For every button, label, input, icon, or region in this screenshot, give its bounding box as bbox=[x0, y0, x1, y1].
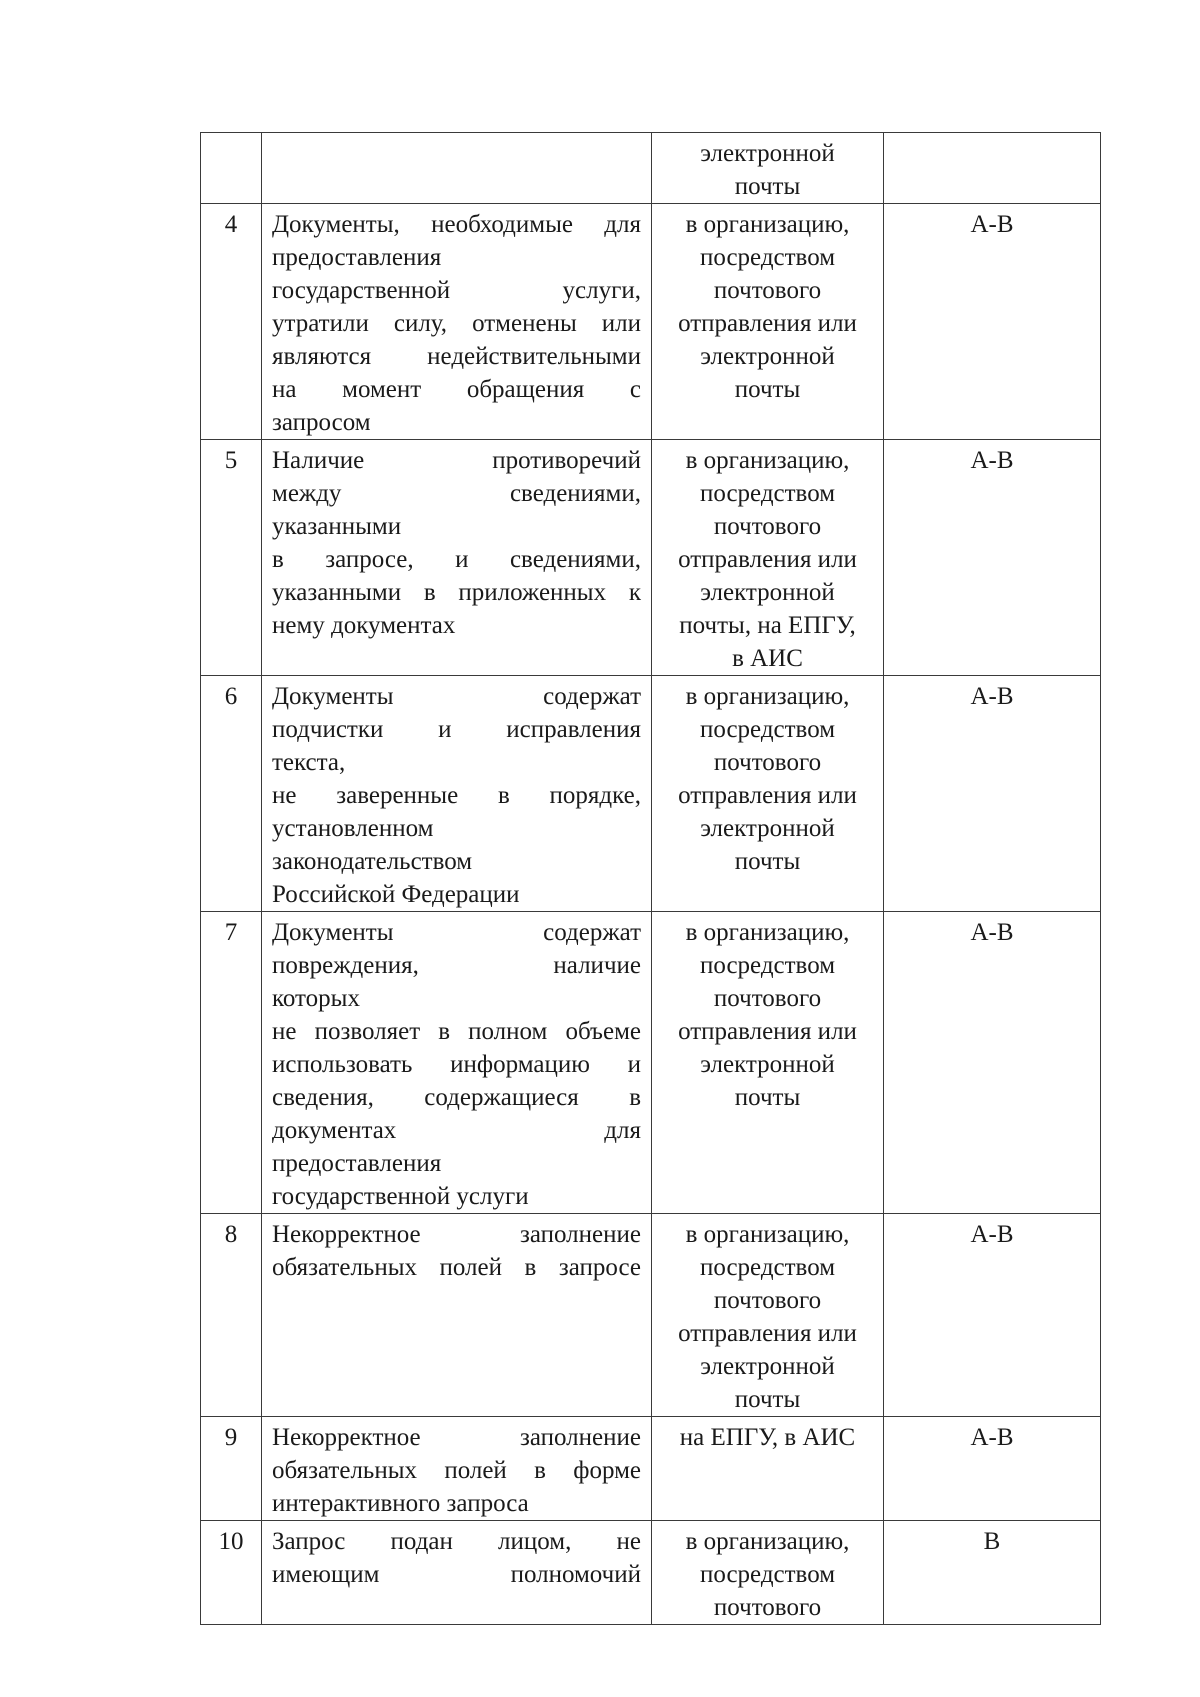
table-row bbox=[201, 1521, 1101, 1625]
reason-description-line: Некорректное заполнение bbox=[272, 1424, 641, 1451]
reason-description-line: подчистки и исправления bbox=[272, 716, 641, 743]
submission-method-line: посредством bbox=[699, 480, 836, 507]
submission-method-line: в организацию, bbox=[685, 1528, 850, 1555]
reason-description-line: Документы, необходимые для bbox=[272, 211, 641, 238]
submission-method-line: почты bbox=[734, 848, 801, 875]
reason-description-line: указанными в приложенных к bbox=[272, 579, 641, 606]
reason-description-line: Документы содержат bbox=[272, 683, 641, 710]
applicability-code-cell bbox=[884, 1417, 1101, 1521]
submission-method-line: почтового bbox=[713, 749, 822, 776]
submission-method-line: отправления или bbox=[678, 1018, 857, 1045]
reason-description-line: законодательством bbox=[272, 848, 473, 875]
applicability-code-cell bbox=[884, 1521, 1101, 1625]
submission-method-cell bbox=[652, 1417, 884, 1521]
row-number-cell bbox=[201, 676, 262, 912]
reason-description-line: нему документах bbox=[272, 612, 456, 639]
submission-method-line: в организацию, bbox=[685, 211, 850, 238]
applicability-code: А-В bbox=[970, 683, 1014, 710]
submission-method-line: электронной bbox=[700, 343, 835, 370]
reason-description-cell bbox=[262, 204, 652, 440]
table-row bbox=[201, 133, 1101, 204]
reason-description-line: текста, bbox=[272, 749, 346, 776]
submission-method-line: посредством bbox=[699, 952, 836, 979]
reason-description-line: документах для bbox=[272, 1117, 641, 1144]
document-table bbox=[200, 132, 1101, 1625]
reason-description-line: интерактивного запроса bbox=[272, 1490, 529, 1517]
submission-method-line: почты bbox=[734, 1084, 801, 1111]
reason-description-line: установленном bbox=[272, 815, 434, 842]
row-number: 9 bbox=[224, 1424, 238, 1451]
submission-method-line: электронной bbox=[700, 1051, 835, 1078]
reason-description-line: не заверенные в порядке, bbox=[272, 782, 641, 809]
reason-description-cell bbox=[262, 440, 652, 676]
reason-description-cell bbox=[262, 1214, 652, 1417]
submission-method-line: в организацию, bbox=[685, 683, 850, 710]
submission-method-line: в организацию, bbox=[685, 919, 850, 946]
row-number: 5 bbox=[224, 447, 238, 474]
submission-method-line: почтового bbox=[713, 513, 822, 540]
row-number-cell bbox=[201, 204, 262, 440]
reason-description-line: государственной услуги, bbox=[272, 277, 641, 304]
table-row bbox=[201, 1214, 1101, 1417]
reason-description-line: которых bbox=[272, 985, 360, 1012]
submission-method-line: отправления или bbox=[678, 310, 857, 337]
table-row bbox=[201, 204, 1101, 440]
submission-method-cell bbox=[652, 440, 884, 676]
submission-method-line: электронной bbox=[700, 1353, 835, 1380]
row-number-cell bbox=[201, 1417, 262, 1521]
table-row bbox=[201, 676, 1101, 912]
submission-method-line: почты bbox=[734, 173, 801, 200]
applicability-code-cell bbox=[884, 1214, 1101, 1417]
row-number-cell bbox=[201, 912, 262, 1214]
reason-description-line: обязательных полей в форме bbox=[272, 1457, 641, 1484]
row-number: 8 bbox=[224, 1221, 238, 1248]
submission-method-line: посредством bbox=[699, 716, 836, 743]
submission-method-cell bbox=[652, 1214, 884, 1417]
reason-description-line: Документы содержат bbox=[272, 919, 641, 946]
submission-method-line: посредством bbox=[699, 1561, 836, 1588]
submission-method-line: в организацию, bbox=[685, 447, 850, 474]
submission-method-line: отправления или bbox=[678, 1320, 857, 1347]
reason-description-line: государственной услуги bbox=[272, 1183, 529, 1210]
submission-method-line: почтового bbox=[713, 277, 822, 304]
submission-method-line: почты, на ЕПГУ, bbox=[679, 612, 856, 639]
row-number-cell bbox=[201, 1521, 262, 1625]
submission-method-cell bbox=[652, 676, 884, 912]
submission-method-cell bbox=[652, 1521, 884, 1625]
reason-description-line: в запросе, и сведениями, bbox=[272, 546, 641, 573]
applicability-code-cell bbox=[884, 676, 1101, 912]
applicability-code-cell bbox=[884, 133, 1101, 204]
submission-method-line: посредством bbox=[699, 244, 836, 271]
applicability-code: А-В bbox=[970, 1424, 1014, 1451]
reason-description-line: являются недействительными bbox=[272, 343, 641, 370]
submission-method-line: электронной bbox=[700, 815, 835, 842]
submission-method-line: отправления или bbox=[678, 546, 857, 573]
reason-description-line: Российской Федерации bbox=[272, 881, 520, 908]
row-number: 6 bbox=[224, 683, 238, 710]
table-row bbox=[201, 912, 1101, 1214]
row-number: 4 bbox=[224, 211, 238, 238]
reason-description-line: Запрос подан лицом, не bbox=[272, 1528, 641, 1555]
submission-method-line: почты bbox=[734, 376, 801, 403]
applicability-code: А-В bbox=[970, 919, 1014, 946]
reason-description-line: не позволяет в полном объеме bbox=[272, 1018, 641, 1045]
reason-description-line: предоставления bbox=[272, 244, 442, 271]
applicability-code-cell bbox=[884, 912, 1101, 1214]
reason-description-line: предоставления bbox=[272, 1150, 442, 1177]
submission-method-line: почты bbox=[734, 1386, 801, 1413]
table-row bbox=[201, 440, 1101, 676]
reason-description-line: между сведениями, bbox=[272, 480, 641, 507]
submission-method-line: электронной bbox=[700, 140, 835, 167]
reason-description-line: Некорректное заполнение bbox=[272, 1221, 641, 1248]
applicability-code: А-В bbox=[970, 447, 1014, 474]
submission-method-line: в АИС bbox=[732, 645, 803, 672]
row-number-cell bbox=[201, 133, 262, 204]
reason-description-line: запросом bbox=[272, 409, 371, 436]
reason-description-line: использовать информацию и bbox=[272, 1051, 641, 1078]
submission-method-cell bbox=[652, 204, 884, 440]
submission-method-line: на ЕПГУ, в АИС bbox=[679, 1424, 856, 1451]
reason-description-line: сведения, содержащиеся в bbox=[272, 1084, 641, 1111]
applicability-code-cell bbox=[884, 204, 1101, 440]
submission-method-line: посредством bbox=[699, 1254, 836, 1281]
submission-method-cell bbox=[652, 912, 884, 1214]
reason-description-cell bbox=[262, 1521, 652, 1625]
reason-description-line: повреждения, наличие bbox=[272, 952, 641, 979]
submission-method-line: отправления или bbox=[678, 782, 857, 809]
reason-description-line: на момент обращения с bbox=[272, 376, 641, 403]
submission-method-line: электронной bbox=[700, 579, 835, 606]
reason-description-line: обязательных полей в запросе bbox=[272, 1254, 641, 1281]
submission-method-line: почтового bbox=[713, 1287, 822, 1314]
row-number: 10 bbox=[218, 1528, 244, 1555]
table-row bbox=[201, 1417, 1101, 1521]
submission-method-line: почтового bbox=[713, 985, 822, 1012]
reason-description-cell bbox=[262, 676, 652, 912]
table-body bbox=[201, 133, 1101, 1625]
reason-description-line: указанными bbox=[272, 513, 402, 540]
reason-description-line: имеющим полномочий bbox=[272, 1561, 641, 1588]
row-number: 7 bbox=[224, 919, 238, 946]
applicability-code: А-В bbox=[970, 1221, 1014, 1248]
submission-method-line: почтового bbox=[713, 1594, 822, 1621]
applicability-code: А-В bbox=[970, 211, 1014, 238]
submission-method-line: в организацию, bbox=[685, 1221, 850, 1248]
reason-description-cell bbox=[262, 912, 652, 1214]
row-number-cell bbox=[201, 440, 262, 676]
reason-description-cell bbox=[262, 133, 652, 204]
applicability-code: В bbox=[983, 1528, 1001, 1555]
reason-description-line: Наличие противоречий bbox=[272, 447, 641, 474]
row-number-cell bbox=[201, 1214, 262, 1417]
submission-method-cell bbox=[652, 133, 884, 204]
reason-description-cell bbox=[262, 1417, 652, 1521]
reason-description-line: утратили силу, отменены или bbox=[272, 310, 641, 337]
applicability-code-cell bbox=[884, 440, 1101, 676]
